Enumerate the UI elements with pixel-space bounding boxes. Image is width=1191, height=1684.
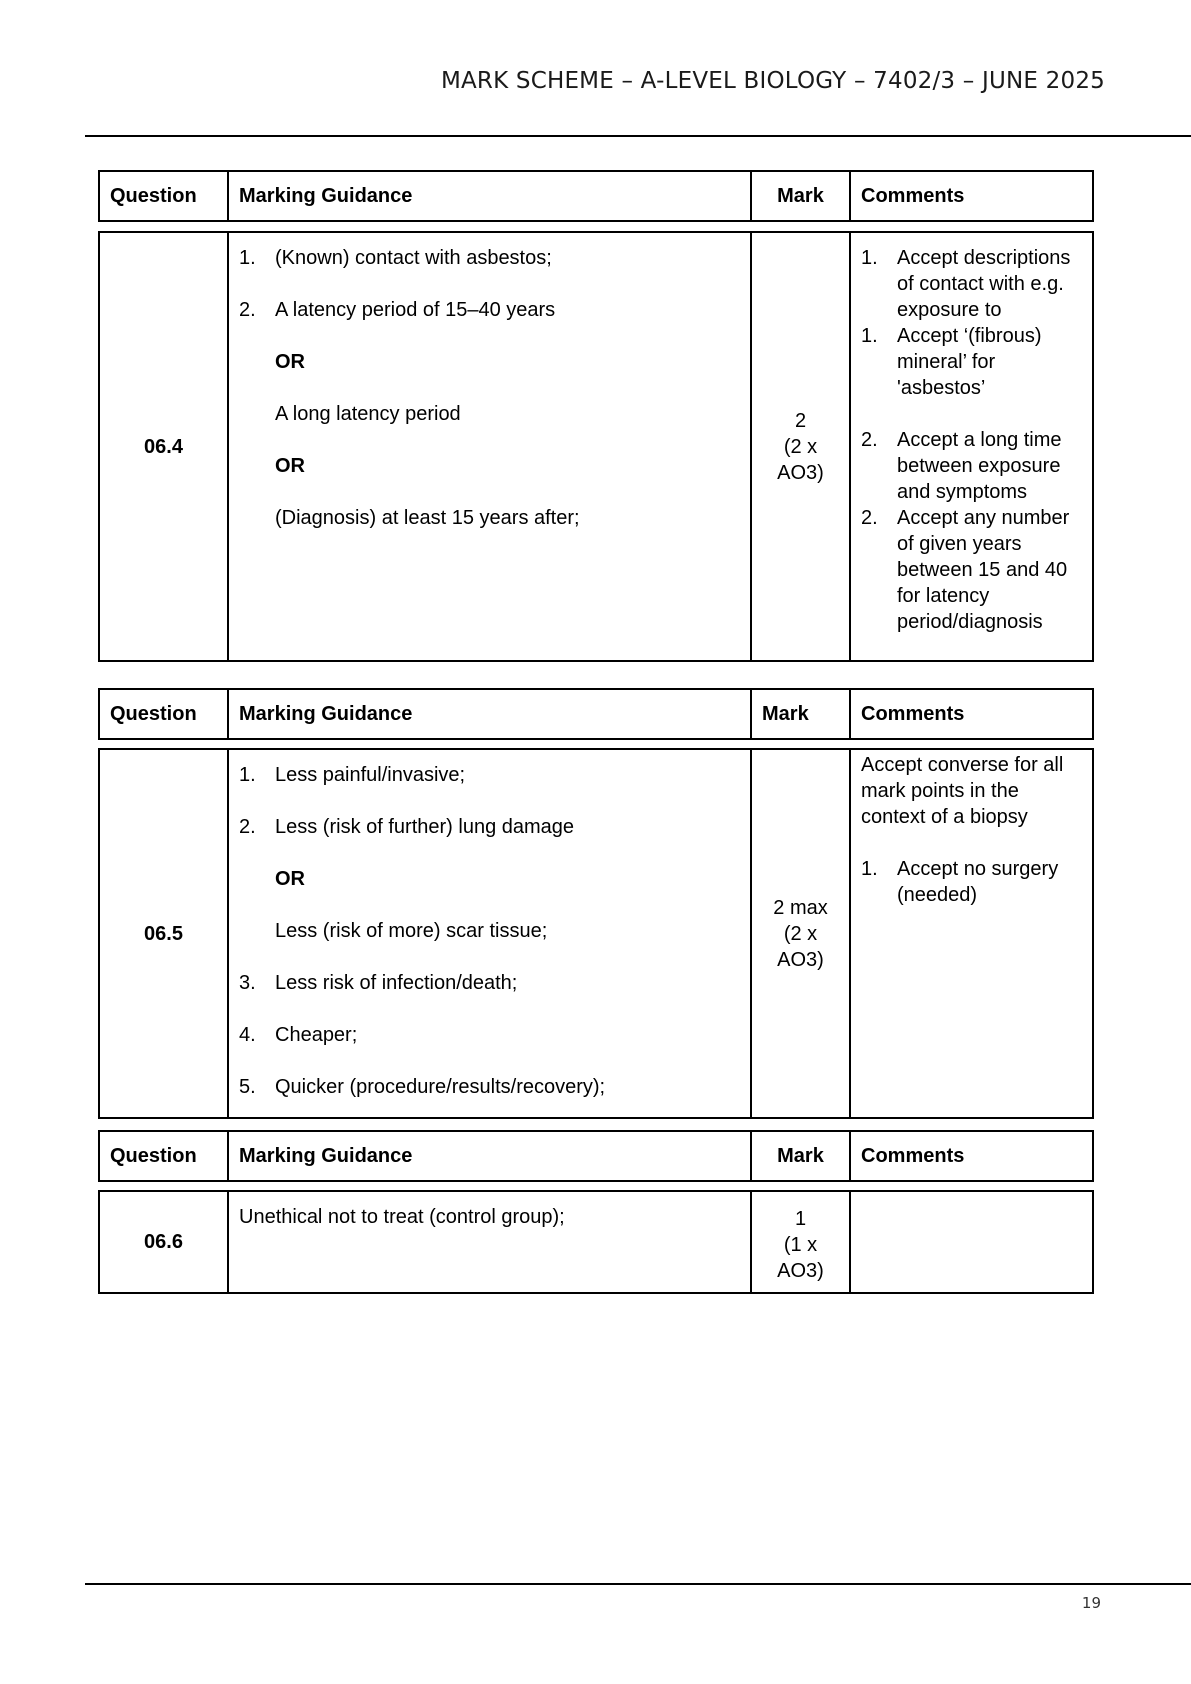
mark-value: 2 bbox=[794, 409, 807, 432]
or-separator: OR bbox=[275, 868, 305, 890]
mark-objective: AO3) bbox=[777, 948, 824, 971]
mark-breakdown: (2 x bbox=[783, 922, 818, 945]
guidance-item: A latency period of 15–40 years bbox=[275, 299, 556, 321]
question-number: 06.4 bbox=[100, 233, 229, 660]
guidance-item: Less (risk of further) lung damage bbox=[275, 816, 575, 838]
comment-text: Accept ‘(fibrous) mineral’ for 'asbestos’ bbox=[897, 325, 1042, 399]
comment-text: Accept no surgery (needed) bbox=[897, 858, 1059, 906]
marking-guidance bbox=[229, 750, 752, 1117]
question-row-064 bbox=[98, 231, 1094, 662]
question-row-066 bbox=[98, 1190, 1094, 1294]
comment-number: 2. bbox=[861, 429, 878, 451]
mark-value: 2 max bbox=[773, 896, 828, 919]
guidance-alternative: (Diagnosis) at least 15 years after; bbox=[275, 507, 580, 529]
guidance-item: Less painful/invasive; bbox=[275, 764, 466, 786]
comment-text: Accept a long time between exposure and symptoms bbox=[897, 429, 1062, 503]
mark-cell bbox=[752, 750, 851, 1117]
col-mark-header: Mark bbox=[752, 1132, 851, 1180]
comment-number: 1. bbox=[861, 325, 878, 347]
col-guidance-header: Marking Guidance bbox=[229, 1132, 752, 1180]
guidance-alternative: Less (risk of more) scar tissue; bbox=[275, 920, 548, 942]
mark-cell bbox=[752, 1192, 851, 1292]
comment-number: 1. bbox=[861, 247, 878, 269]
col-question-header: Question bbox=[100, 172, 229, 220]
table-header-065 bbox=[98, 688, 1094, 740]
item-number: 2. bbox=[239, 299, 256, 321]
marking-guidance bbox=[229, 1192, 752, 1292]
table-header-066 bbox=[98, 1130, 1094, 1182]
item-number: 4. bbox=[239, 1024, 256, 1046]
col-comments-header: Comments bbox=[861, 703, 965, 725]
item-number: 1. bbox=[239, 764, 256, 786]
footer-rule bbox=[85, 1583, 1191, 1585]
marking-guidance bbox=[229, 233, 752, 660]
question-number: 06.6 bbox=[100, 1192, 229, 1292]
mark-objective: AO3) bbox=[777, 1260, 824, 1282]
guidance-alternative: A long latency period bbox=[275, 403, 461, 425]
question-row-065 bbox=[98, 748, 1094, 1119]
or-separator: OR bbox=[275, 351, 305, 373]
page-number: 19 bbox=[1081, 1594, 1101, 1612]
guidance-text: Unethical not to treat (control group); bbox=[239, 1206, 565, 1228]
guidance-item: Less risk of infection/death; bbox=[275, 972, 518, 994]
or-separator: OR bbox=[275, 455, 305, 477]
mark-value: 1 bbox=[794, 1208, 807, 1230]
item-number: 3. bbox=[239, 972, 256, 994]
comment-number: 1. bbox=[861, 858, 878, 880]
mark-breakdown: (2 x bbox=[783, 435, 818, 458]
header-rule bbox=[85, 135, 1191, 137]
col-mark-header: Mark bbox=[752, 172, 851, 220]
comment-intro: Accept converse for all mark points in the context of a biopsy bbox=[861, 754, 1064, 828]
col-comments-header: Comments bbox=[861, 185, 965, 207]
table-header-064 bbox=[98, 170, 1094, 222]
col-guidance-header: Marking Guidance bbox=[229, 172, 752, 220]
comments bbox=[851, 233, 1092, 660]
item-number: 1. bbox=[239, 247, 256, 269]
header-title: MARK SCHEME – A-LEVEL BIOLOGY – 7402/3 – JUNE 2025 bbox=[440, 68, 1105, 94]
col-mark-header: Mark bbox=[752, 690, 851, 738]
guidance-item: Quicker (procedure/results/recovery); bbox=[275, 1076, 606, 1098]
comment-number: 2. bbox=[861, 507, 878, 529]
mark-breakdown: (1 x bbox=[783, 1234, 818, 1256]
col-guidance-header: Marking Guidance bbox=[229, 690, 752, 738]
mark-objective: AO3) bbox=[777, 461, 824, 484]
comment-text: Accept any number of given years between 15 and 40 for latency period/diagnosis bbox=[897, 507, 1070, 633]
guidance-item: Cheaper; bbox=[275, 1024, 358, 1046]
col-comments-header: Comments bbox=[861, 1145, 965, 1167]
mark-cell bbox=[752, 233, 851, 660]
col-question-header: Question bbox=[100, 690, 229, 738]
comments bbox=[851, 750, 1092, 1117]
comment-text: Accept descriptions of contact with e.g. exposure to bbox=[897, 247, 1071, 321]
question-number: 06.5 bbox=[100, 750, 229, 1117]
item-number: 5. bbox=[239, 1076, 256, 1098]
item-number: 2. bbox=[239, 816, 256, 838]
col-question-header: Question bbox=[100, 1132, 229, 1180]
comments bbox=[851, 1192, 1092, 1292]
guidance-item: (Known) contact with asbestos; bbox=[275, 247, 552, 269]
